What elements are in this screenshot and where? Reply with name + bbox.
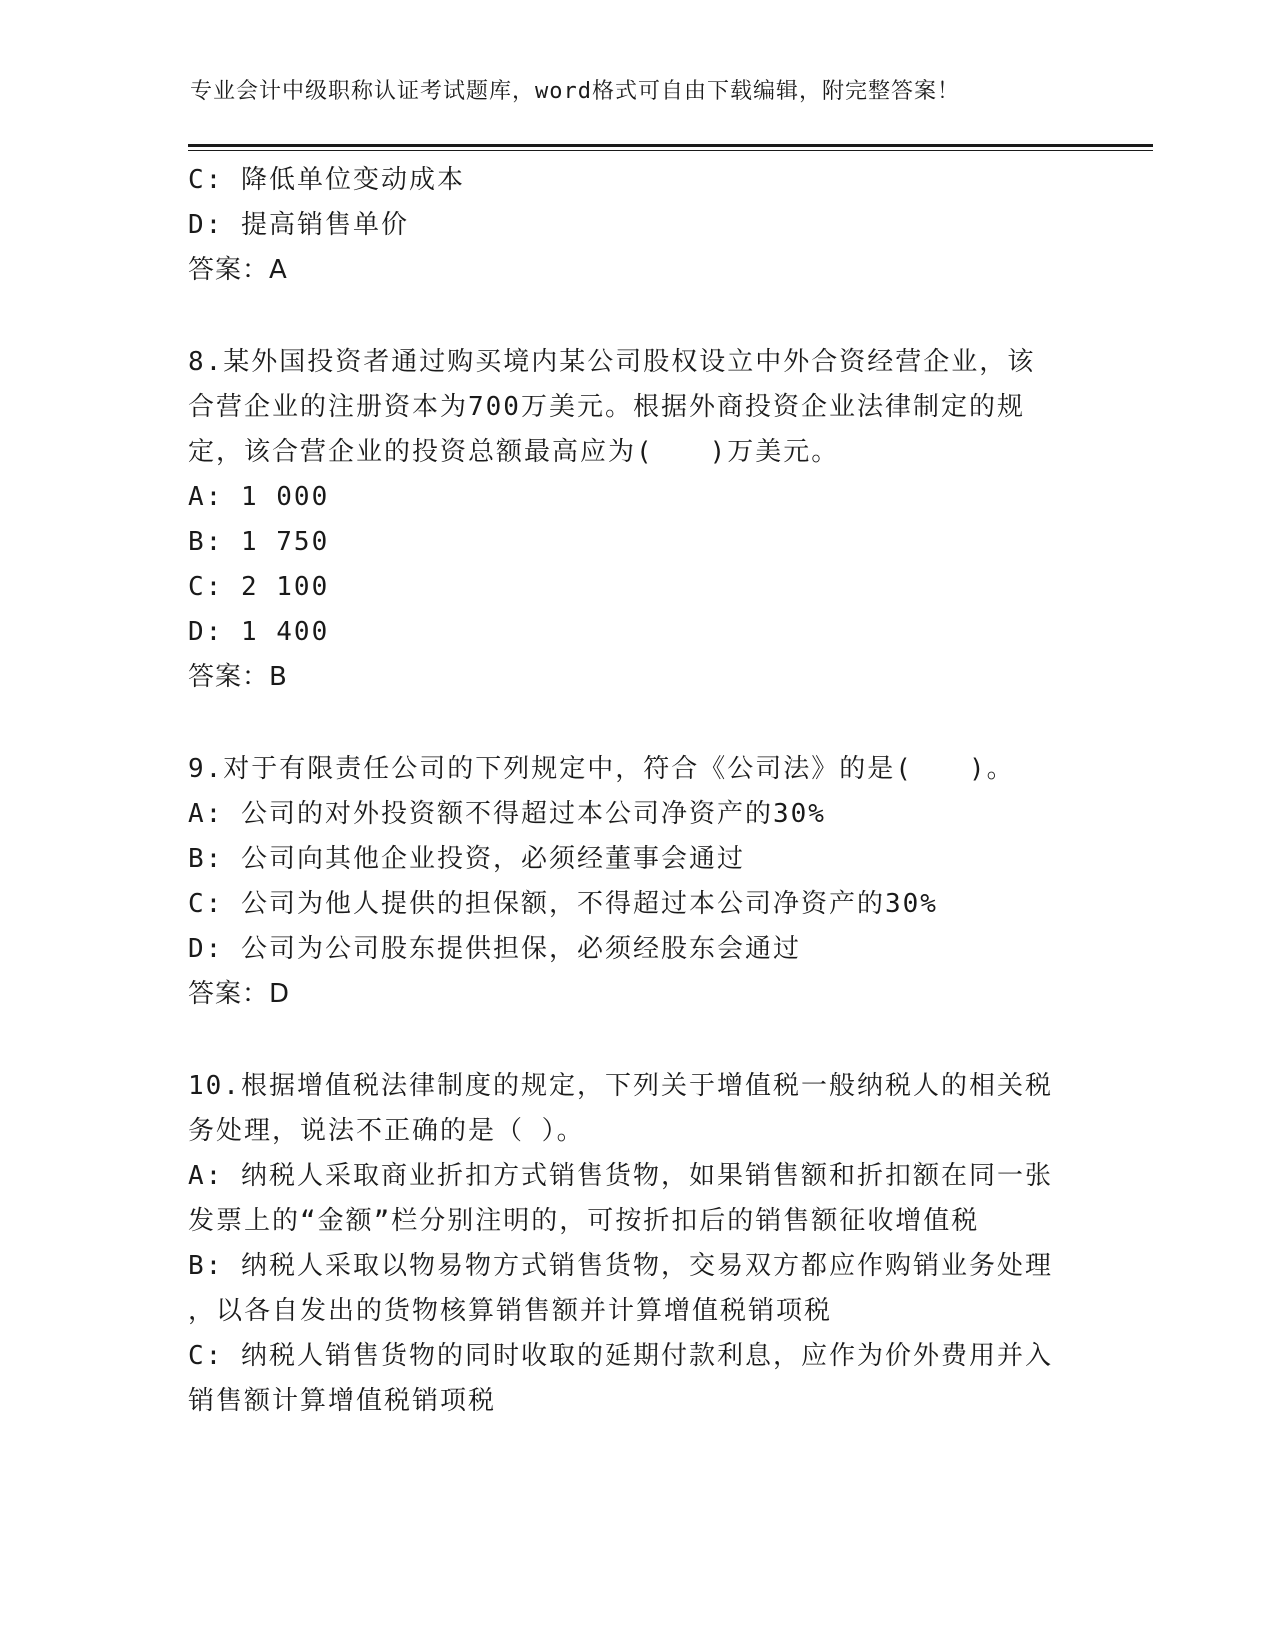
question-stem-line: 8.某外国投资者通过购买境内某公司股权设立中外合资经营企业，该 xyxy=(188,347,1036,377)
option-line: ，以各自发出的货物核算销售额并计算增值税销项税 xyxy=(188,1296,833,1326)
spacer xyxy=(188,1017,1093,1064)
option-line: A: 纳税人采取商业折扣方式销售货物，如果销售额和折扣额在同一张 xyxy=(188,1161,1053,1191)
option-line: B: 纳税人采取以物易物方式销售货物，交易双方都应作购销业务处理 xyxy=(188,1251,1053,1281)
option-c: C: 2 100 xyxy=(188,572,330,602)
question-stem-line: 10.根据增值税法律制度的规定，下列关于增值税一般纳税人的相关税 xyxy=(188,1071,1053,1101)
answer-line: 答案：A xyxy=(188,255,288,285)
spacer xyxy=(188,700,1093,747)
question-stem-line: 合营企业的注册资本为700万美元。根据外商投资企业法律制定的规 xyxy=(188,392,1025,422)
option-line: C: 纳税人销售货物的同时收取的延期付款利息，应作为价外费用并入 xyxy=(188,1341,1053,1371)
option-d: D: 1 400 xyxy=(188,617,330,647)
header-rule-thick xyxy=(188,144,1153,147)
question-stem-line: 9.对于有限责任公司的下列规定中，符合《公司法》的是( )。 xyxy=(188,754,1015,784)
spacer xyxy=(188,293,1093,340)
header-rule-thin xyxy=(188,150,1153,151)
option-d: D: 提高销售单价 xyxy=(188,210,409,240)
question-9 xyxy=(188,747,1093,1017)
option-c: C: 公司为他人提供的担保额，不得超过本公司净资产的30% xyxy=(188,889,938,919)
option-line: 销售额计算增值税销项税 xyxy=(188,1386,497,1416)
question-10 xyxy=(188,1064,1093,1424)
question-content xyxy=(188,158,1093,1424)
prev-question-block xyxy=(188,158,1093,293)
answer-line: 答案：D xyxy=(188,979,291,1009)
option-c: C: 降低单位变动成本 xyxy=(188,165,465,195)
question-8 xyxy=(188,340,1093,700)
option-b: B: 公司向其他企业投资，必须经董事会通过 xyxy=(188,844,745,874)
question-stem-line: 定，该合营企业的投资总额最高应为( )万美元。 xyxy=(188,437,840,467)
option-a: A: 公司的对外投资额不得超过本公司净资产的30% xyxy=(188,799,826,829)
option-b: B: 1 750 xyxy=(188,527,330,557)
option-line: 发票上的“金额”栏分别注明的，可按折扣后的销售额征收增值税 xyxy=(188,1206,980,1236)
answer-line: 答案：B xyxy=(188,662,288,692)
option-a: A: 1 000 xyxy=(188,482,330,512)
question-stem-line: 务处理，说法不正确的是（ ）。 xyxy=(188,1116,585,1146)
option-d: D: 公司为公司股东提供担保，必须经股东会通过 xyxy=(188,934,801,964)
page-header: 专业会计中级职称认证考试题库，word格式可自由下载编辑，附完整答案！ xyxy=(190,79,960,104)
